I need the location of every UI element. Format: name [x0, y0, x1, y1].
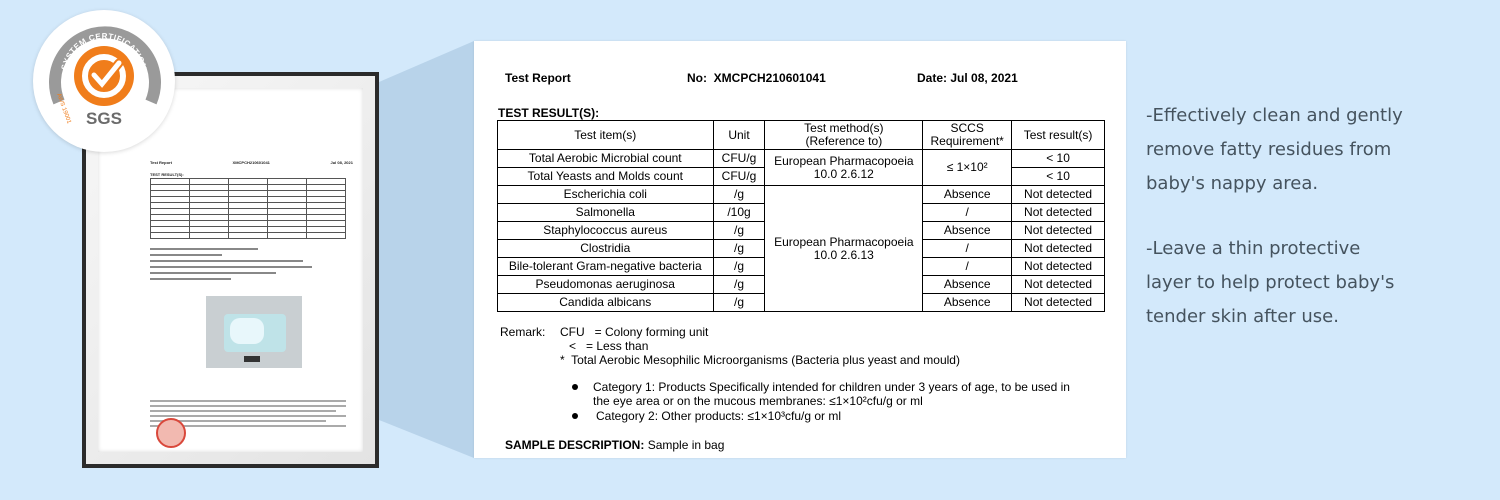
test-item: Total Aerobic Microbial count: [498, 150, 714, 168]
remark-footnote: * Total Aerobic Mesophilic Microorganisms (Bacteria plus yeast and mould): [560, 353, 960, 367]
results-title: TEST RESULT(S):: [498, 106, 600, 120]
test-result: < 10: [1012, 150, 1105, 168]
badge-arc-text: SYSTEM CERTIFICATION: [59, 31, 149, 71]
report-number-label: No:: [687, 71, 707, 85]
seal-stamp-icon: [156, 418, 186, 448]
test-item: Salmonella: [498, 204, 714, 222]
test-report: [474, 41, 1126, 458]
bullet-icon: [572, 413, 578, 419]
sample-label: SAMPLE DESCRIPTION:: [505, 438, 645, 452]
unit: /g: [713, 240, 765, 258]
benefit-paragraph-1: [1146, 99, 1446, 201]
unit: /g: [713, 276, 765, 294]
test-result: Not detected: [1012, 258, 1105, 276]
sample-value: Sample in bag: [647, 438, 725, 452]
sccs-requirement: Absence: [923, 276, 1012, 294]
sgs-certification-badge: [33, 10, 175, 152]
column-header: SCCS Requirement*: [923, 121, 1012, 150]
report-title: Test Report: [505, 71, 571, 85]
unit: CFU/g: [713, 150, 765, 168]
sccs-requirement: /: [923, 240, 1012, 258]
sccs-requirement: Absence: [923, 294, 1012, 312]
remark-block: [500, 325, 708, 339]
unit: /g: [713, 222, 765, 240]
sccs-requirement: Absence: [923, 186, 1012, 204]
sccs-requirement: Absence: [923, 222, 1012, 240]
table-header-row: [498, 121, 1105, 150]
badge-brand: SGS: [86, 109, 122, 128]
thumbnail-title: Test Report: [150, 160, 172, 165]
test-item: Clostridia: [498, 240, 714, 258]
unit: /g: [713, 186, 765, 204]
benefit-line: tender skin after use.: [1146, 306, 1339, 327]
sample-tag: [244, 356, 260, 362]
remark-label: Remark:: [500, 325, 546, 339]
wipes-pack-window: [230, 318, 264, 344]
column-header: Test method(s) (Reference to): [765, 121, 923, 150]
unit: /10g: [713, 204, 765, 222]
benefit-line: baby's nappy area.: [1146, 173, 1319, 194]
test-result: Not detected: [1012, 186, 1105, 204]
report-date: [917, 71, 1018, 85]
test-result: Not detected: [1012, 276, 1105, 294]
test-result: Not detected: [1012, 222, 1105, 240]
benefit-paragraph-2: [1146, 232, 1446, 334]
thumbnail-remarks: [150, 248, 330, 284]
test-result: Not detected: [1012, 240, 1105, 258]
unit: CFU/g: [713, 168, 765, 186]
unit: /g: [713, 294, 765, 312]
sample-photo: [206, 296, 302, 368]
column-header: Unit: [713, 121, 765, 150]
category-2: Category 2: Other products: ≤1×10³cfu/g or ml: [596, 409, 842, 423]
unit: /g: [713, 258, 765, 276]
test-result: Not detected: [1012, 204, 1105, 222]
remark-cfu: CFU = Colony forming unit: [560, 325, 709, 339]
test-item: Escherichia coli: [498, 186, 714, 204]
table-row: [498, 150, 1105, 168]
test-method: European Pharmacopoeia 10.0 2.6.12: [765, 150, 923, 186]
thumbnail-results-title: TEST RESULT(S):: [150, 172, 184, 177]
thumbnail-date: Jul 08, 2021: [330, 160, 353, 165]
report-number-value: XMCPCH210601041: [713, 71, 826, 85]
badge-side-text: AWS 19001: [55, 92, 72, 125]
sccs-requirement: ≤ 1×10²: [923, 150, 1012, 186]
sccs-requirement: /: [923, 204, 1012, 222]
test-item: Total Yeasts and Molds count: [498, 168, 714, 186]
sample-description: [505, 438, 724, 452]
thumbnail-table: [150, 178, 346, 239]
thumbnail-number: XMCPCH210601041: [232, 160, 270, 165]
report-date-label: Date:: [917, 71, 948, 85]
test-item: Pseudomonas aeruginosa: [498, 276, 714, 294]
benefit-line: layer to help protect baby's: [1146, 272, 1395, 293]
test-item: Staphylococcus aureus: [498, 222, 714, 240]
column-header: Test item(s): [498, 121, 714, 150]
test-item: Candida albicans: [498, 294, 714, 312]
column-header: Test result(s): [1012, 121, 1105, 150]
table-row: [498, 186, 1105, 204]
test-item: Bile-tolerant Gram-negative bacteria: [498, 258, 714, 276]
category-1-line-2: the eye area or on the mucous membranes: ≤1×10²cfu/g or ml: [593, 394, 923, 408]
sccs-requirement: /: [923, 258, 1012, 276]
bullet-icon: [572, 384, 578, 390]
sgs-logo-icon: [33, 10, 175, 152]
test-result: Not detected: [1012, 294, 1105, 312]
benefit-line: remove fatty residues from: [1146, 139, 1392, 160]
test-result: < 10: [1012, 168, 1105, 186]
remark-less-than: < = Less than: [569, 339, 649, 353]
report-date-value: Jul 08, 2021: [950, 71, 1018, 85]
benefit-line: -Effectively clean and gently: [1146, 105, 1403, 126]
report-number: [687, 71, 826, 85]
test-method: European Pharmacopoeia 10.0 2.6.13: [765, 186, 923, 312]
results-table: [497, 120, 1105, 312]
category-1-line-1: Category 1: Products Specifically intended for children under 3 years of age, to be used in: [593, 380, 1070, 394]
benefit-line: -Leave a thin protective: [1146, 238, 1361, 259]
thumbnail-header: [150, 160, 353, 165]
